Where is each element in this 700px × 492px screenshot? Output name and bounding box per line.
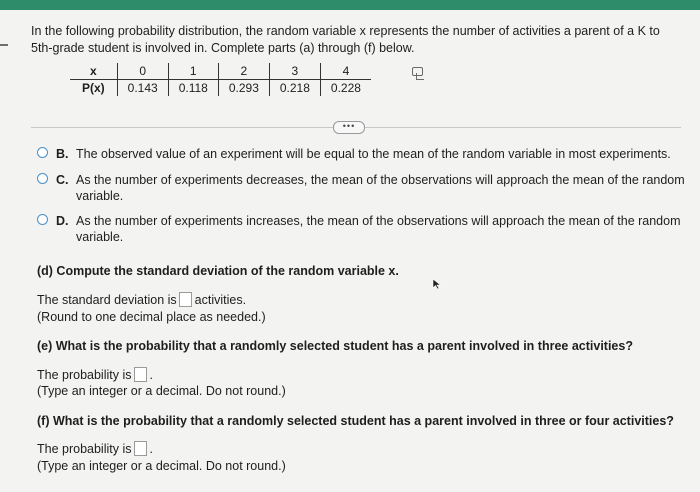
probability-three-input[interactable] [134,367,147,382]
table-row-p [70,80,371,97]
mouse-cursor-icon [432,278,442,290]
answer-prefix: The standard deviation is [37,293,177,307]
margin-marker [0,44,8,46]
answer-prefix: The probability is [37,442,132,456]
p-cell: 0.228 [320,80,371,97]
x-cell: 0 [117,63,168,80]
table-row-x [70,63,371,80]
part-e-answer-line [37,367,153,383]
p-cell: 0.143 [117,80,168,97]
option-letter: B. [56,147,69,161]
p-header: P(x) [82,81,105,95]
answer-prefix: The probability is [37,368,132,382]
radio-d-icon[interactable] [37,214,48,225]
radio-c-icon[interactable] [37,173,48,184]
option-letter: D. [56,214,69,228]
part-e-question: (e) What is the probability that a randomly selected student has a parent involved in three activities? [37,339,633,353]
expand-more-button[interactable]: ••• [333,121,365,134]
x-header: x [70,63,117,80]
probability-three-or-four-input[interactable] [134,441,147,456]
answer-suffix: . [149,368,153,382]
radio-b-icon[interactable] [37,147,48,158]
answer-suffix: . [149,442,153,456]
p-cell: 0.293 [218,80,269,97]
part-f-answer-line [37,441,153,457]
problem-intro: In the following probability distribution, the random variable x represents the number of activities a parent of a K to 5th-grade student is involved in. Complete parts (a) through (f) below. [31,24,660,55]
x-cell: 2 [218,63,269,80]
x-cell: 1 [168,63,218,80]
header-bar [0,0,700,10]
part-f-question: (f) What is the probability that a randomly selected student has a parent involved in three or four activities? [37,414,674,428]
option-text: As the number of experiments decreases, the mean of the observations will approach the mean of the random variable. [76,173,685,203]
part-d-answer-line [37,292,246,308]
option-letter: C. [56,173,69,187]
std-dev-input[interactable] [179,292,192,307]
p-cell: 0.218 [269,80,320,97]
p-cell: 0.118 [168,80,218,97]
part-f-hint: (Type an integer or a decimal. Do not round.) [37,459,286,473]
x-cell: 3 [269,63,320,80]
copy-table-icon[interactable] [412,67,423,76]
option-text: The observed value of an experiment will be equal to the mean of the random variable in most experiments. [76,147,671,161]
part-e-hint: (Type an integer or a decimal. Do not round.) [37,384,286,398]
probability-table [70,63,371,96]
option-text: As the number of experiments increases, the mean of the observations will approach the mean of the random variable. [76,214,681,244]
x-cell: 4 [320,63,371,80]
answer-suffix: activities. [194,293,247,307]
part-d-hint: (Round to one decimal place as needed.) [37,310,266,324]
part-d-question: (d) Compute the standard deviation of the random variable x. [37,264,399,278]
